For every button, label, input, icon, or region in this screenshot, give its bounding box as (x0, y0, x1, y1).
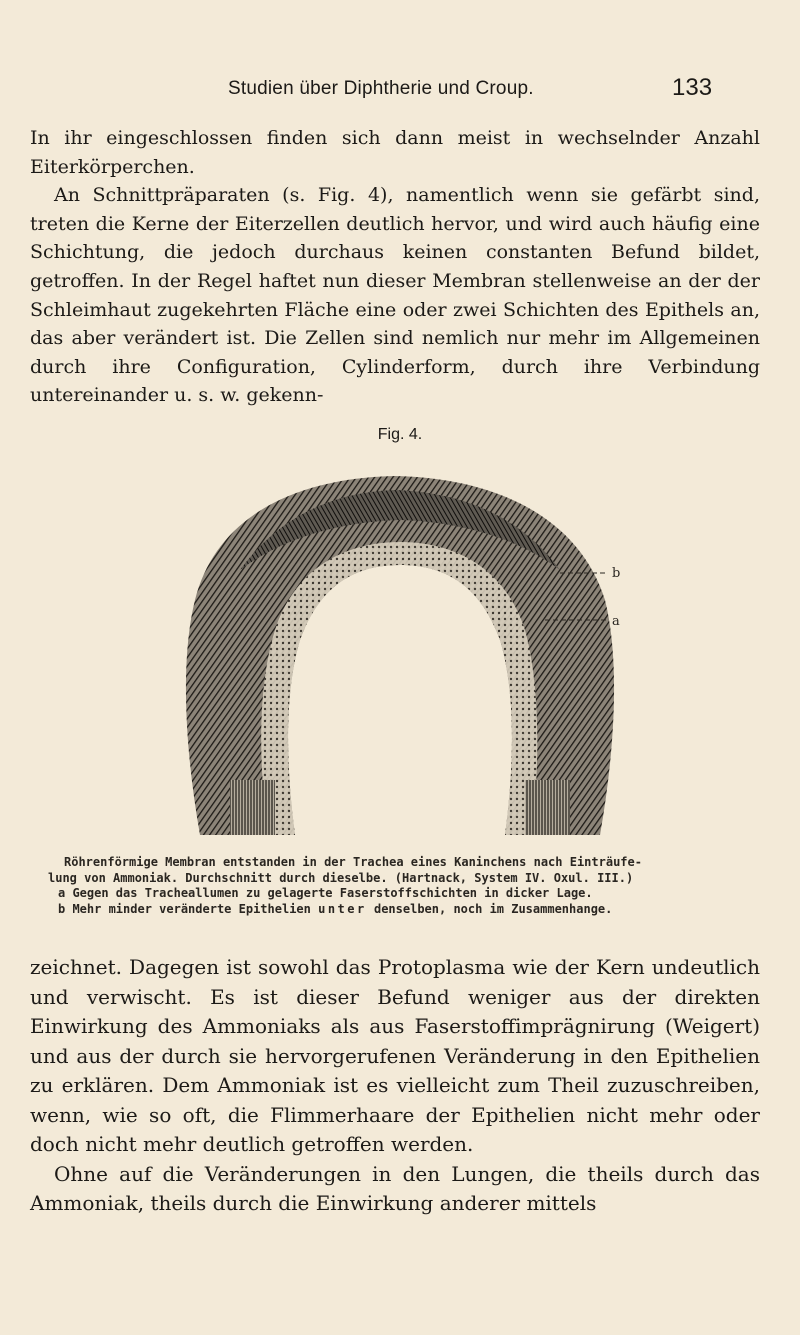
caption-line: a Gegen das Tracheallumen zu gelagerte Faserstoffschichten in dicker Lage. (58, 886, 593, 900)
paragraph: In ihr eingeschlossen finden sich dann meist in wechselnder Anzahl Eiterkörperchen. (30, 127, 760, 178)
histology-figure (160, 460, 640, 840)
fringe-right (525, 780, 570, 835)
running-head (0, 74, 800, 108)
caption-text: denselben, noch im Zusammenhange. (373, 901, 613, 916)
paragraph: Ohne auf die Veränderungen in den Lungen, die theils durch das Ammoniak, theils durch die Einwirkung anderer mittels (30, 1161, 760, 1215)
caption-line: lung von Ammoniak. Durchschnitt durch dieselbe. (Hartnack, System IV. Oxul. III.) (48, 870, 634, 885)
marker-b: b (612, 566, 621, 581)
figure-label: Fig. 4. (377, 426, 423, 443)
paragraph: An Schnittpräparaten (s. Fig. 4), namentlich wenn sie gefärbt sind, treten die Kerne der Eiterzellen deutlich hervor, und wird auch häufig eine Schichtung, die jedoch durchaus keinen constanten Befund bildet, getroffen. In der Regel haftet nun dieser Membran stellenweise an der der Schleimhaut zugekehrten Fläche eine oder zwei Schichten des Epithels an, das aber verändert ist. Die Zellen sind nemlich nur mehr im Allgemeinen durch ihre Configuration, Cylinderform, durch ihre Verbindung untereinander u. s. w. gekenn- (30, 184, 760, 407)
marker-a: a (612, 614, 620, 629)
paragraph: zeichnet. Dagegen ist sowohl das Protoplasma wie der Kern undeutlich und verwischt. Es ist dieser Befund weniger aus der direkten Einwirkung des Ammoniaks als aus Faserstoffimprägnirung (Weigert) und aus der durch sie hervorgerufenen Veränderung in den Epithelien zu erklären. Dem Ammoniak ist es vielleicht zum Theil zuzuschreiben, wenn, wie so oft, die Flimmerhaare der Epithelien nicht mehr oder doch nicht mehr deutlich getroffen werden. (30, 955, 760, 1156)
epithelium-layer (261, 542, 537, 835)
running-title: Studien über Diphtherie und Croup. (228, 78, 534, 99)
caption-emphasis: unter (318, 901, 367, 916)
figure-caption (48, 855, 738, 917)
caption-text: b Mehr minder veränderte Epithelien (58, 901, 311, 916)
body-text-bottom (30, 953, 760, 1219)
fringe-left (230, 780, 275, 835)
body-text-top (30, 124, 760, 410)
caption-line (48, 902, 738, 918)
caption-line: Röhrenförmige Membran entstanden in der Trachea eines Kaninchens nach Einträufe- (64, 855, 642, 869)
page-number: 133 (672, 74, 713, 101)
